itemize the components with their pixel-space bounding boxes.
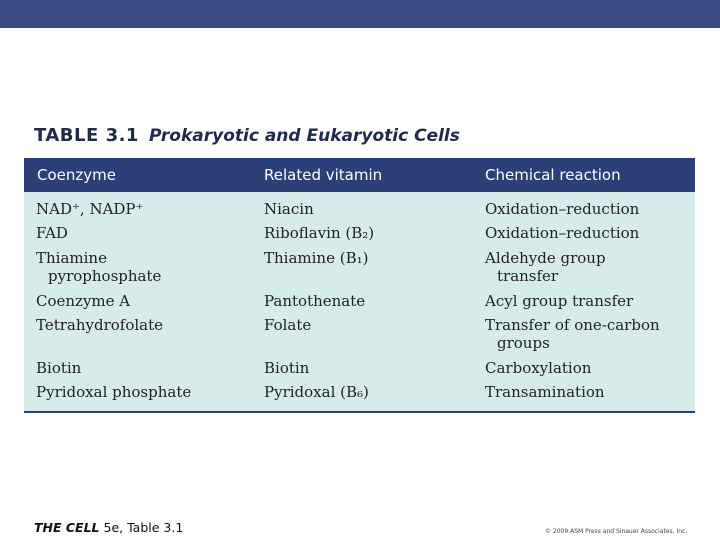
cell-coenzyme: Biotin: [36, 359, 82, 377]
cell-reaction: [485, 316, 660, 352]
table-label: TABLE 3.1: [34, 125, 139, 146]
header-chemical-reaction: Chemical reaction: [485, 166, 621, 184]
header-related-vitamin: Related vitamin: [264, 166, 383, 184]
cell-reaction: Oxidation–reduction: [485, 200, 640, 218]
edition-reference: 5e, Table 3.1: [103, 520, 184, 535]
cell-vitamin: Niacin: [264, 200, 314, 218]
cell-reaction: [485, 249, 606, 285]
table-heading: [34, 125, 460, 146]
cell-vitamin: Biotin: [264, 359, 310, 377]
cell-vitamin: Riboflavin (B₂): [264, 224, 375, 242]
cell-coenzyme-line1: Thiamine: [36, 249, 107, 267]
figure-citation: [34, 520, 183, 535]
cell-coenzyme: NAD⁺, NADP⁺: [36, 200, 144, 218]
copyright-notice: © 2009 ASM Press and Sinauer Associates, Inc.: [545, 528, 688, 535]
cell-reaction-line2: transfer: [497, 267, 559, 285]
cell-coenzyme: Coenzyme A: [36, 292, 131, 310]
cell-coenzyme: Tetrahydrofolate: [36, 316, 164, 334]
cell-reaction-line2: groups: [497, 334, 550, 352]
top-banner: [0, 0, 720, 28]
cell-coenzyme: FAD: [36, 224, 68, 242]
cell-reaction: Carboxylation: [485, 359, 592, 377]
book-title: THE CELL: [34, 520, 100, 535]
cell-reaction: Acyl group transfer: [485, 292, 634, 310]
cell-reaction-line1: Aldehyde group: [485, 249, 606, 267]
coenzyme-table: [24, 158, 695, 413]
cell-reaction: Oxidation–reduction: [485, 224, 640, 242]
cell-vitamin: Thiamine (B₁): [264, 249, 369, 267]
table-header-row: [24, 158, 695, 192]
cell-coenzyme: Pyridoxal phosphate: [36, 383, 192, 401]
cell-vitamin: Pyridoxal (B₆): [264, 383, 369, 401]
cell-reaction: Transamination: [485, 383, 605, 401]
table-title: Prokaryotic and Eukaryotic Cells: [148, 126, 460, 146]
cell-vitamin: Pantothenate: [264, 292, 366, 310]
cell-reaction-line1: Transfer of one-carbon: [485, 316, 660, 334]
header-coenzyme: Coenzyme: [37, 166, 116, 184]
cell-coenzyme-line2: pyrophosphate: [48, 267, 162, 285]
cell-vitamin: Folate: [264, 316, 312, 334]
cell-coenzyme: [36, 249, 161, 285]
